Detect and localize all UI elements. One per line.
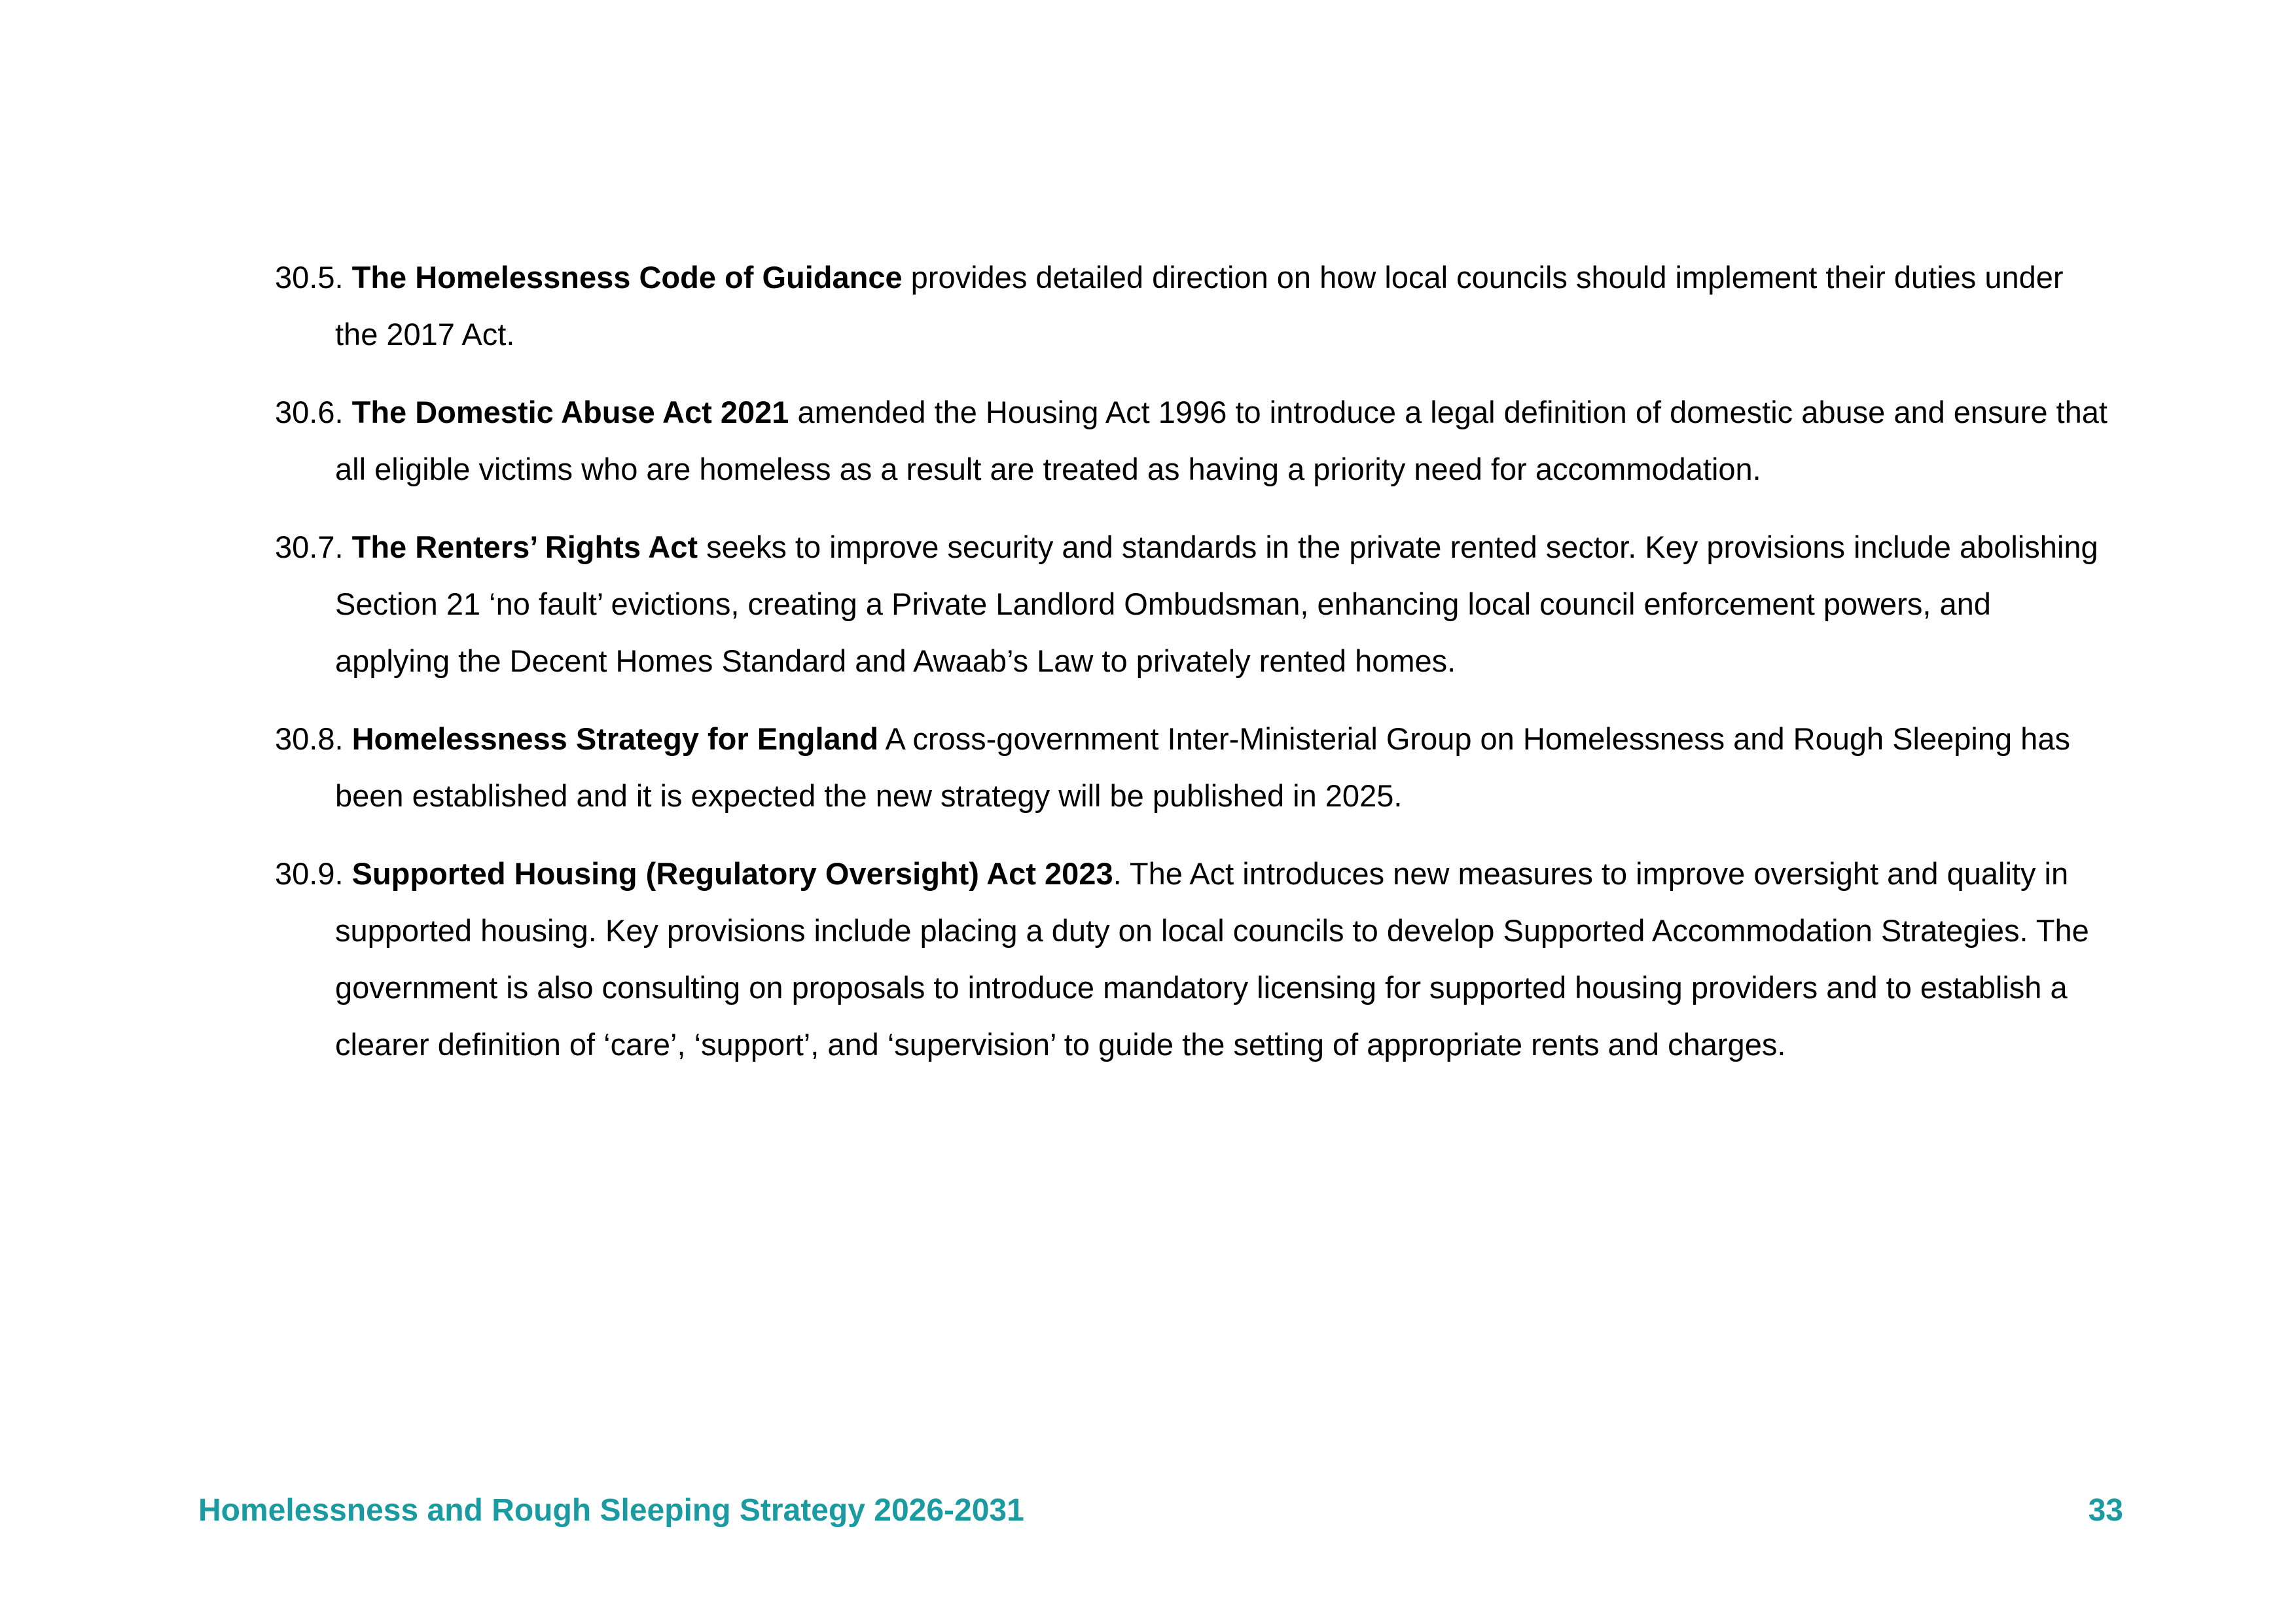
paragraph-text: seeks to improve security and standards in the private rented sector. Key provisions include abolishing Section 21 ‘no fault’ evictions, creating a Private Landlord Ombudsman, enhancing local council enforcement powers, and applying the Decent Homes Standard and Awaab’s Law to privately rented homes.	[335, 530, 2098, 678]
paragraph-30-9	[275, 845, 2108, 1073]
paragraph-heading: The Domestic Abuse Act 2021	[351, 395, 789, 429]
paragraph-30-6	[275, 384, 2108, 497]
paragraph-heading: Homelessness Strategy for England	[351, 721, 879, 756]
paragraph-number: 30.6.	[275, 395, 344, 429]
document-body	[275, 249, 2108, 1094]
paragraph-text: . The Act introduces new measures to improve oversight and quality in supported housing. Key provisions include placing a duty on local councils to develop Supported Accommodation Strategies. The government is also consulting on proposals to introduce mandatory licensing for supported housing providers and to establish a clearer definition of ‘care’, ‘support’, and ‘supervision’ to guide the setting of appropriate rents and charges.	[335, 856, 2089, 1062]
paragraph-30-8	[275, 710, 2108, 824]
paragraph-text: amended the Housing Act 1996 to introduce a legal definition of domestic abuse and ensure that all eligible victims who are homeless as a result are treated as having a priority need for accommodation.	[335, 395, 2108, 486]
paragraph-heading: The Homelessness Code of Guidance	[351, 260, 903, 295]
paragraph-text: A cross-government Inter-Ministerial Group on Homelessness and Rough Sleeping has been established and it is expected the new strategy will be published in 2025.	[335, 721, 2070, 813]
paragraph-heading: Supported Housing (Regulatory Oversight) Act 2023	[351, 856, 1113, 891]
footer-page-number: 33	[2088, 1493, 2123, 1528]
paragraph-number: 30.9.	[275, 856, 344, 891]
paragraph-number: 30.7.	[275, 530, 344, 564]
paragraph-heading: The Renters’ Rights Act	[351, 530, 698, 564]
paragraph-30-5	[275, 249, 2108, 363]
footer-document-title: Homelessness and Rough Sleeping Strategy 2026-2031	[198, 1493, 1024, 1528]
paragraph-number: 30.5.	[275, 260, 344, 295]
paragraph-number: 30.8.	[275, 721, 344, 756]
paragraph-text: provides detailed direction on how local councils should implement their duties under the 2017 Act.	[335, 260, 2064, 352]
paragraph-30-7	[275, 518, 2108, 689]
